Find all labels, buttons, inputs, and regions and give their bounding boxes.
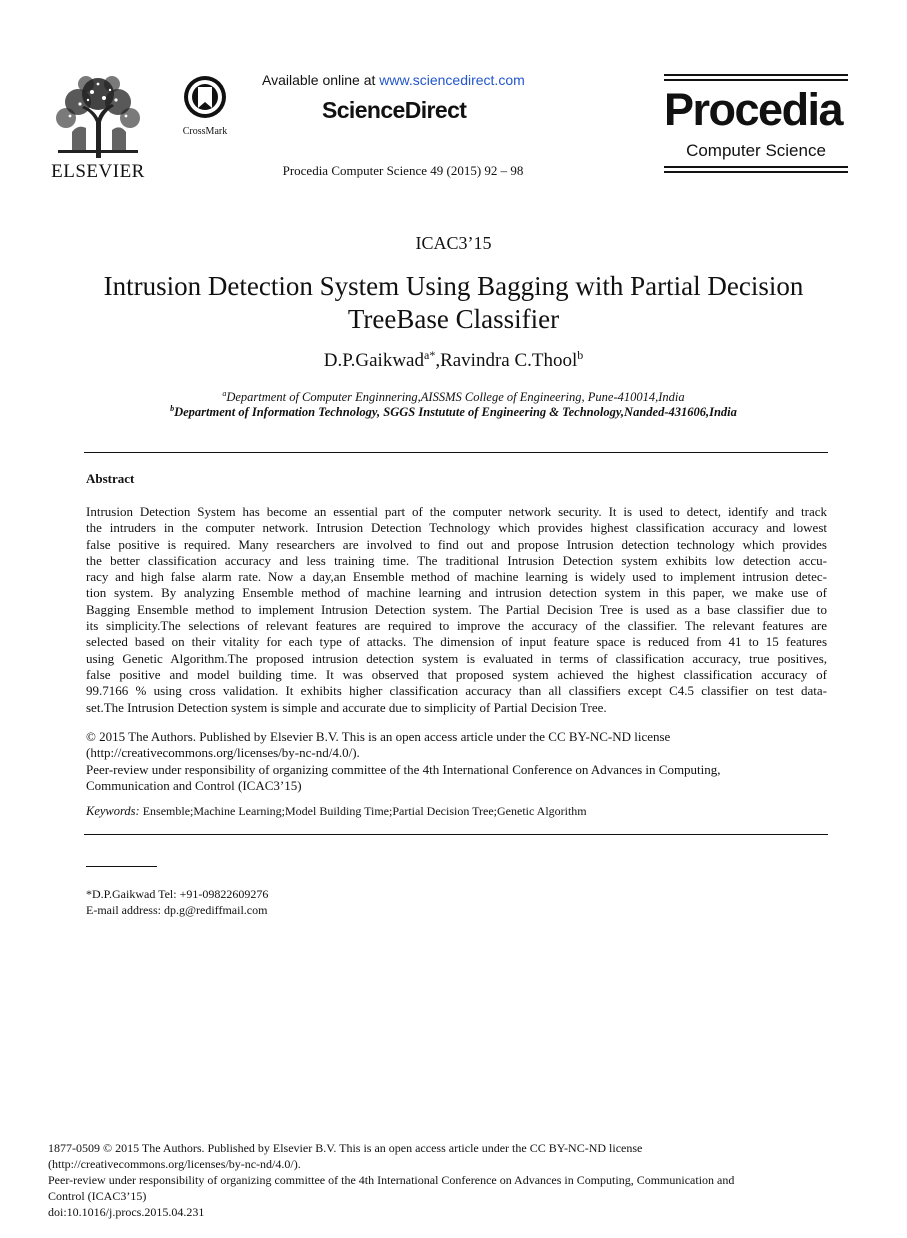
abstract-line: the better classification accuracy and less training time. The traditional Intrusion Detection system exhibits low detection accu- (86, 552, 827, 568)
abstract-line: selected based on their vitality for each type of attacks. The dimension of input feature space is reduced from 41 to 15 features (86, 634, 827, 650)
abstract-line: Bagging Ensemble method to implement Intrusion Detection system. The Partial Decision Tree is used as a base classifier due to (86, 601, 827, 617)
footer-line: Control (ICAC3’15) (48, 1189, 147, 1203)
license-link[interactable]: (http://creativecommons.org/licenses/by-nc-nd/4.0/). (86, 745, 360, 761)
author-1: D.P.Gaikwad (323, 350, 424, 371)
crossmark-label: CrossMark (182, 126, 228, 137)
abstract-line: false positive is required. Many researchers are involved to find out and propose Intrusion detection technology which provides (86, 536, 827, 552)
footer-line: Peer-review under responsibility of organizing committee of the 4th International Conference on Advances in Computing, Communication and (48, 1173, 735, 1187)
footnote-rule (86, 866, 157, 867)
procedia-rule-bottom-1 (664, 166, 848, 168)
abstract-line: false positive and model building time. It was observed that proposed system achieved the highest classification accuracy of (86, 666, 827, 682)
license-line: Communication and Control (ICAC3’15) (86, 777, 302, 793)
abstract-line: racy and high false alarm rate. Now a day,an Ensemble method of machine learning is widely used to implement intrusion detec- (86, 569, 827, 585)
corresponding-author-footnote (86, 886, 268, 918)
page-footer (48, 1140, 808, 1220)
footnote-email: E-mail address: dp.g@rediffmail.com (86, 903, 268, 917)
abstract-bottom-rule (84, 834, 828, 835)
procedia-rule-top-1 (664, 74, 848, 76)
abstract-line: 99.7166 % using cross validation. It exhibits higher classification accuracy than all classifiers except C4.5 classifier on test data- (86, 683, 827, 699)
procedia-subtitle: Computer Science (686, 141, 826, 160)
abstract-line: using Genetic Algorithm.The proposed intrusion detection system is evaluated in terms of classification accuracy, true positives, (86, 650, 827, 666)
author-1-marker: a* (424, 348, 436, 362)
author-2-marker: b (577, 348, 584, 362)
license-block (86, 729, 827, 794)
license-line: © 2015 The Authors. Published by Elsevier B.V. This is an open access article under the CC BY-NC-ND license (86, 729, 671, 744)
procedia-rule-bottom-2 (664, 171, 848, 173)
affiliation-a (0, 390, 907, 405)
available-online-text (262, 72, 562, 88)
author-list (0, 350, 907, 372)
paper-title (60, 270, 847, 336)
sciencedirect-wordmark: ScienceDirect (322, 97, 467, 123)
abstract-body (86, 504, 827, 716)
affiliation-a-marker: a (222, 389, 227, 398)
author-2: Ravindra C.Thool (440, 350, 578, 371)
procedia-logo (664, 74, 848, 174)
footer-line: 1877-0509 © 2015 The Authors. Published by Elsevier B.V. This is an open access article under the CC BY-NC-ND license (48, 1141, 643, 1155)
footer-license-link[interactable]: (http://creativecommons.org/licenses/by-nc-nd/4.0/). (48, 1157, 301, 1171)
available-prefix: Available online at (262, 72, 380, 88)
sciencedirect-link[interactable]: www.sciencedirect.com (379, 72, 525, 88)
procedia-rule-top-2 (664, 79, 848, 81)
footnote-phone: *D.P.Gaikwad Tel: +91-09822609276 (86, 887, 269, 901)
crossmark-icon (182, 74, 228, 120)
abstract-line: tion system. By analyzing Ensemble method of machine learning and intrusion detection system in this paper, we make use of (86, 585, 827, 601)
abstract-top-rule (84, 452, 828, 453)
affiliation-b-text: Department of Information Technology, SGGS Instutute of Engineering & Technology,Nanded-431606,India (174, 405, 737, 419)
keywords-list: Ensemble;Machine Learning;Model Building Time;Partial Decision Tree;Genetic Algorithm (139, 804, 587, 818)
abstract-line: its simplicity.The selections of relevant features are required to improve the accuracy of the classifier. The relevant features are (86, 618, 827, 634)
author-separator: , (435, 350, 441, 371)
abstract-line: set.The Intrusion Detection system is simple and accurate due to simplicity of Partial Decision Tree. (86, 699, 607, 715)
footer-doi[interactable]: doi:10.1016/j.procs.2015.04.231 (48, 1205, 205, 1219)
elsevier-wordmark: ELSEVIER (51, 161, 145, 182)
paper-title-line-1: Intrusion Detection System Using Bagging with Partial Decision (103, 271, 804, 301)
elsevier-tree-icon (52, 72, 144, 160)
license-line: Peer-review under responsibility of organizing committee of the 4th International Conference on Advances in Computing, (86, 761, 721, 777)
abstract-line: the intruders in the computer network. Intrusion Detection Technology which provides highest classification accuracy and lowest (86, 520, 827, 536)
keywords-label: Keywords: (86, 804, 140, 818)
affiliation-a-text: Department of Computer Enginnering,AISSMS College of Engineering, Pune-410014,India (226, 390, 685, 404)
procedia-wordmark: Procedia (664, 84, 843, 135)
affiliation-b-marker: b (170, 404, 175, 413)
affiliation-b (0, 405, 907, 420)
paper-title-line-2: TreeBase Classifier (347, 304, 560, 334)
journal-reference: Procedia Computer Science 49 (2015) 92 – 98 (282, 163, 524, 178)
abstract-line: Intrusion Detection System has become an essential part of the computer network security. It is used to detect, identify and track (86, 504, 827, 519)
crossmark-badge[interactable] (174, 74, 236, 137)
conference-name: ICAC3’15 (415, 233, 492, 253)
keywords (86, 804, 587, 819)
abstract-heading: Abstract (86, 471, 135, 486)
